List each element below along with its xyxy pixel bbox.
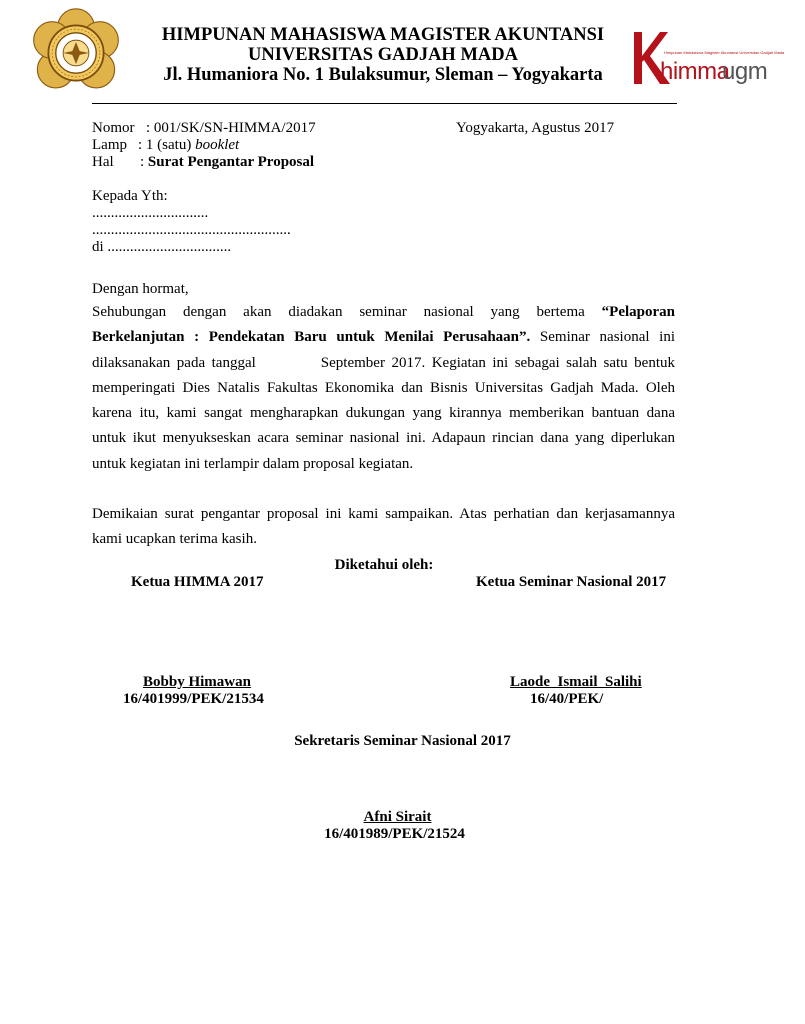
place-date: Yogyakarta, Agustus 2017 bbox=[456, 120, 615, 136]
hal-label: Hal bbox=[92, 154, 114, 170]
right-signer-id: 16/40/PEK/ bbox=[530, 691, 604, 707]
lamp-label: Lamp bbox=[92, 137, 127, 153]
body-text: Sehubungan dengan akan diadakan seminar nasional yang bertema bbox=[92, 304, 585, 320]
center-signer-title: Sekretaris Seminar Nasional 2017 bbox=[294, 733, 511, 749]
body-line: memperingati Dies Natalis Fakultas Ekonomika dan Bisnis Universitas Gadjah Mada. Oleh bbox=[92, 379, 675, 396]
recipient-heading: Kepada Yth: bbox=[92, 188, 168, 204]
body-line: untuk ikut menyukseskan acara seminar nasional ini. Adapaun rincian dana yang diperlukan bbox=[92, 430, 675, 447]
body-line: kami ucapkan terima kasih. bbox=[92, 531, 257, 548]
body-line bbox=[92, 325, 675, 350]
logo-wordmark-himma: himma bbox=[660, 58, 730, 85]
hal-colon: : bbox=[140, 154, 145, 170]
hal-value: Surat Pengantar Proposal bbox=[147, 154, 315, 170]
nomor-row bbox=[92, 120, 316, 137]
recipient-line-1: ............................... bbox=[92, 205, 209, 221]
org-name: HIMPUNAN MAHASISWA MAGISTER AKUNTANSI bbox=[161, 25, 605, 45]
hal-row bbox=[92, 154, 314, 171]
right-signer-title: Ketua Seminar Nasional 2017 bbox=[476, 574, 667, 590]
right-signer-name: Laode Ismail Salihi bbox=[510, 674, 642, 690]
recipient-line-3: di ................................. bbox=[92, 239, 232, 255]
lamp-value-italic: booklet bbox=[195, 137, 240, 153]
body-text: Seminar nasional ini bbox=[539, 329, 676, 346]
recipient-line-2: ..................................................... bbox=[92, 222, 291, 238]
body-line: dilaksanakan pada tanggal September 2017. Kegiatan ini sebagai salah satu bentuk bbox=[92, 354, 675, 371]
himma-ugm-logo bbox=[630, 28, 785, 88]
center-signer-id: 16/401989/PEK/21524 bbox=[324, 826, 465, 842]
center-signer-name: Afni Sirait bbox=[363, 809, 432, 825]
body-line: Demikaian surat pengantar proposal ini kami sampaikan. Atas perhatian dan kerjasamannya bbox=[92, 506, 675, 522]
header-divider bbox=[92, 103, 677, 104]
theme-title-end: Berkelanjutan : Pendekatan Baru untuk Menilai Perusahaan”. bbox=[92, 329, 531, 346]
logo-tagline: Himpunan Mahasiswa Magister Akuntansi Universitas Gadjah Mada bbox=[664, 50, 785, 55]
left-signer-id: 16/401999/PEK/21534 bbox=[123, 691, 264, 707]
lamp-row bbox=[92, 137, 239, 154]
left-signer-title: Ketua HIMMA 2017 bbox=[131, 574, 264, 590]
body-line: untuk kegiatan ini terlampir dalam proposal kegiatan. bbox=[92, 455, 414, 472]
nomor-value: : 001/SK/SN-HIMMA/2017 bbox=[146, 120, 316, 136]
university-name: UNIVERSITAS GADJAH MADA bbox=[248, 45, 518, 65]
university-seal-logo bbox=[30, 7, 122, 99]
body-line: karena itu, kami sangat mengharapkan dukungan yang kirannya memberikan bantuan dana bbox=[92, 405, 675, 422]
salutation: Dengan hormat, bbox=[92, 281, 189, 297]
logo-wordmark-ugm: ugm bbox=[722, 58, 768, 85]
org-address: Jl. Humaniora No. 1 Bulaksumur, Sleman – Yogyakarta bbox=[163, 65, 603, 85]
left-signer-name: Bobby Himawan bbox=[143, 674, 251, 690]
lamp-value: : 1 (satu) bbox=[138, 137, 196, 153]
theme-title-start: “Pelaporan bbox=[601, 304, 675, 320]
body-paragraph-1 bbox=[92, 300, 675, 477]
nomor-label: Nomor bbox=[92, 120, 135, 136]
body-line bbox=[92, 300, 675, 325]
body-paragraph-2 bbox=[92, 502, 675, 553]
acknowledged-label: Diketahui oleh: bbox=[334, 557, 434, 573]
